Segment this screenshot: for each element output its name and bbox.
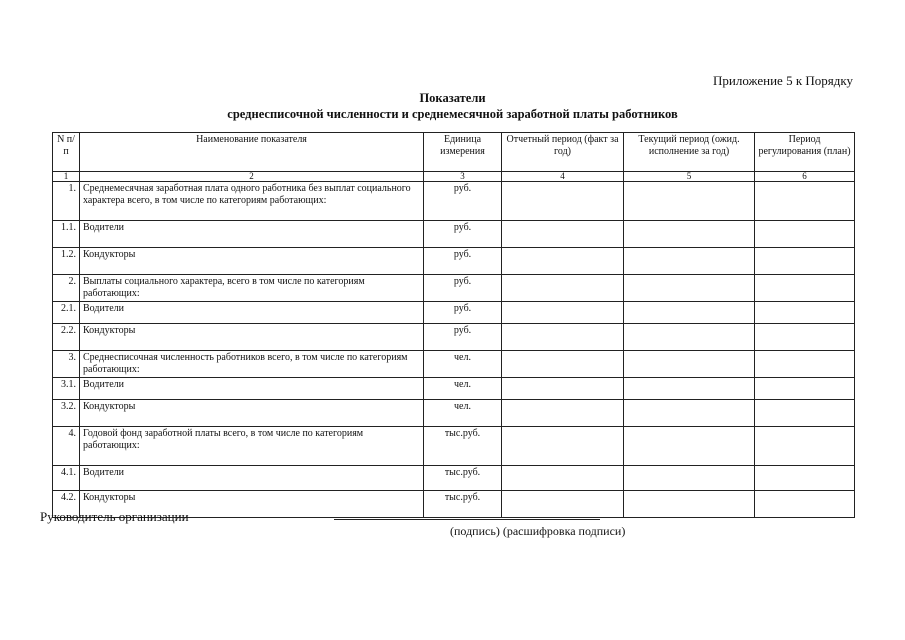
table-row	[53, 248, 855, 275]
table-row	[53, 302, 855, 324]
row-name: Водители	[80, 302, 424, 324]
row-num: 4.	[53, 427, 80, 466]
col-number: 5	[624, 172, 755, 182]
cell-current	[624, 275, 755, 302]
title-line-1: Показатели	[419, 91, 486, 105]
row-num: 3.2.	[53, 400, 80, 427]
cell-current	[624, 378, 755, 400]
cell-current	[624, 248, 755, 275]
row-unit: руб.	[424, 324, 502, 351]
col-number: 3	[424, 172, 502, 182]
row-name: Выплаты социального характера, всего в том числе по категориям работающих:	[80, 275, 424, 302]
cell-reporting	[502, 427, 624, 466]
row-unit: руб.	[424, 275, 502, 302]
row-unit: руб.	[424, 302, 502, 324]
header-unit: Единица измерения	[424, 133, 502, 172]
cell-reporting	[502, 248, 624, 275]
table-row	[53, 466, 855, 491]
col-number: 4	[502, 172, 624, 182]
row-unit: руб.	[424, 221, 502, 248]
cell-current	[624, 324, 755, 351]
row-unit: чел.	[424, 400, 502, 427]
cell-reporting	[502, 275, 624, 302]
table-row	[53, 427, 855, 466]
row-unit: чел.	[424, 378, 502, 400]
cell-reporting	[502, 400, 624, 427]
cell-plan	[755, 324, 855, 351]
table-row	[53, 378, 855, 400]
cell-plan	[755, 400, 855, 427]
signature-label: Руководитель организации	[40, 509, 189, 524]
cell-current	[624, 400, 755, 427]
row-unit: чел.	[424, 351, 502, 378]
cell-reporting	[502, 491, 624, 518]
row-name: Кондукторы	[80, 400, 424, 427]
row-unit: руб.	[424, 248, 502, 275]
title-line-2: среднесписочной численности и среднемесячной заработной платы работников	[227, 107, 678, 121]
cell-plan	[755, 302, 855, 324]
cell-current	[624, 182, 755, 221]
row-name: Годовой фонд заработной платы всего, в том числе по категориям работающих:	[80, 427, 424, 466]
row-num: 1.2.	[53, 248, 80, 275]
cell-reporting	[502, 182, 624, 221]
signature-line	[334, 519, 600, 520]
row-unit: тыс.руб.	[424, 466, 502, 491]
row-num: 1.1.	[53, 221, 80, 248]
table-row	[53, 221, 855, 248]
cell-reporting	[502, 378, 624, 400]
row-unit: тыс.руб.	[424, 427, 502, 466]
signature-caption: (подпись) (расшифровка подписи)	[450, 524, 626, 538]
table-header-row	[53, 133, 855, 172]
cell-reporting	[502, 221, 624, 248]
row-num: 2.1.	[53, 302, 80, 324]
row-name: Водители	[80, 378, 424, 400]
cell-plan	[755, 182, 855, 221]
col-number: 2	[80, 172, 424, 182]
column-number-row	[53, 172, 855, 182]
cell-current	[624, 221, 755, 248]
row-num: 2.	[53, 275, 80, 302]
cell-plan	[755, 248, 855, 275]
header-plan: Период регулирования (план)	[755, 133, 855, 172]
table-row	[53, 400, 855, 427]
cell-current	[624, 466, 755, 491]
cell-plan	[755, 378, 855, 400]
cell-plan	[755, 466, 855, 491]
cell-current	[624, 302, 755, 324]
table-row	[53, 324, 855, 351]
col-number: 1	[53, 172, 80, 182]
row-name: Водители	[80, 221, 424, 248]
row-num: 4.1.	[53, 466, 80, 491]
cell-plan	[755, 221, 855, 248]
table-row	[53, 275, 855, 302]
table-row	[53, 182, 855, 221]
row-num: 2.2.	[53, 324, 80, 351]
cell-plan	[755, 275, 855, 302]
row-num: 3.1.	[53, 378, 80, 400]
cell-reporting	[502, 324, 624, 351]
header-num: N п/п	[53, 133, 80, 172]
header-reporting: Отчетный период (факт за год)	[502, 133, 624, 172]
appendix-note: Приложение 5 к Порядку	[713, 73, 853, 88]
cell-reporting	[502, 351, 624, 378]
indicators-table	[52, 132, 855, 518]
row-unit: тыс.руб.	[424, 491, 502, 518]
row-num: 4.2.	[53, 491, 80, 518]
row-name: Кондукторы	[80, 491, 424, 518]
row-name: Среднесписочная численность работников всего, в том числе по категориям работающих:	[80, 351, 424, 378]
col-number: 6	[755, 172, 855, 182]
cell-plan	[755, 427, 855, 466]
row-name: Водители	[80, 466, 424, 491]
row-name: Кондукторы	[80, 248, 424, 275]
cell-current	[624, 427, 755, 466]
cell-plan	[755, 491, 855, 518]
table-row	[53, 351, 855, 378]
cell-reporting	[502, 466, 624, 491]
cell-current	[624, 491, 755, 518]
header-name: Наименование показателя	[80, 133, 424, 172]
cell-plan	[755, 351, 855, 378]
row-num: 1.	[53, 182, 80, 221]
cell-current	[624, 351, 755, 378]
row-name: Кондукторы	[80, 324, 424, 351]
row-num: 3.	[53, 351, 80, 378]
header-current: Текущий период (ожид. исполнение за год)	[624, 133, 755, 172]
document-title	[0, 90, 905, 122]
row-name: Среднемесячная заработная плата одного работника без выплат социального характера всего, в том числе по категориям работающих:	[80, 182, 424, 221]
row-unit: руб.	[424, 182, 502, 221]
cell-reporting	[502, 302, 624, 324]
